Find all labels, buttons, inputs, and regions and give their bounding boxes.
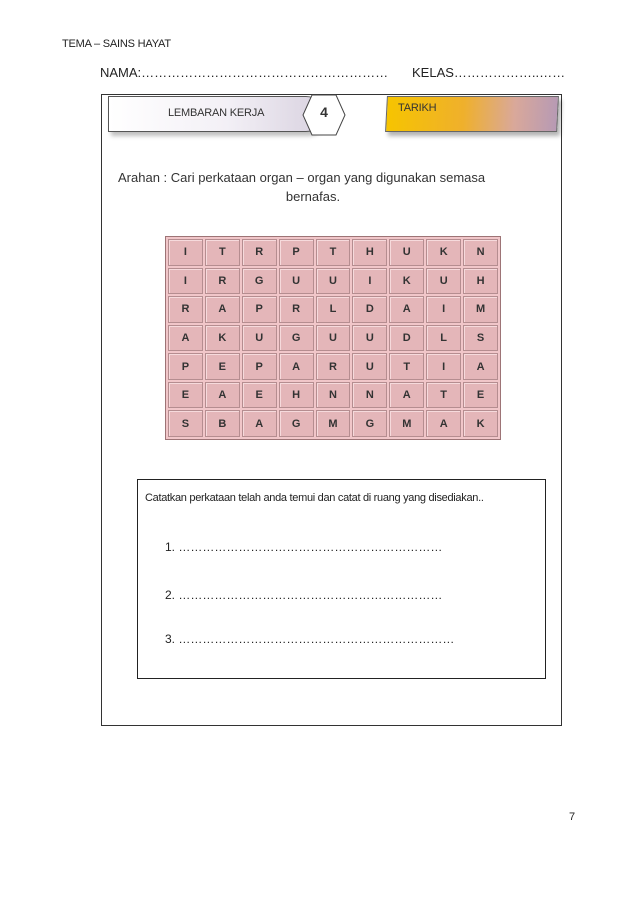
grid-cell: U: [316, 268, 351, 295]
grid-cell: U: [316, 325, 351, 352]
answer-line-3[interactable]: 3. ……………………………………………………………: [165, 632, 455, 646]
grid-cell: A: [426, 410, 461, 437]
grid-cell: B: [205, 410, 240, 437]
worksheet-label: LEMBARAN KERJA: [168, 107, 265, 119]
grid-cell: A: [242, 410, 277, 437]
grid-cell: R: [279, 296, 314, 323]
grid-cell: A: [205, 296, 240, 323]
grid-cell: I: [352, 268, 387, 295]
grid-cell: M: [316, 410, 351, 437]
grid-cell: L: [426, 325, 461, 352]
grid-cell: E: [168, 382, 203, 409]
grid-cell: K: [463, 410, 498, 437]
word-search-grid: [165, 236, 501, 440]
grid-cell: G: [352, 410, 387, 437]
header-theme: TEMA – SAINS HAYAT: [62, 38, 171, 50]
grid-cell: A: [463, 353, 498, 380]
answer-instruction: Catatkan perkataan telah anda temui dan catat di ruang yang disediakan..: [145, 492, 484, 504]
grid-cell: T: [389, 353, 424, 380]
grid-cell: T: [426, 382, 461, 409]
name-field: NAMA:…………………………………………………: [100, 65, 389, 80]
grid-cell: D: [389, 325, 424, 352]
grid-cell: S: [463, 325, 498, 352]
instruction-line-2: bernafas.: [285, 189, 341, 204]
grid-cell: A: [279, 353, 314, 380]
grid-cell: G: [279, 410, 314, 437]
grid-cell: E: [205, 353, 240, 380]
grid-cell: M: [463, 296, 498, 323]
grid-cell: E: [242, 382, 277, 409]
grid-cell: G: [279, 325, 314, 352]
grid-cell: K: [389, 268, 424, 295]
instruction-line-1: Arahan : Cari perkataan organ – organ yang digunakan semasa: [118, 170, 486, 185]
grid-cell: G: [242, 268, 277, 295]
grid-cell: H: [463, 268, 498, 295]
grid-cell: P: [242, 353, 277, 380]
class-field: KELAS………………..……: [412, 65, 566, 80]
grid-cell: L: [316, 296, 351, 323]
worksheet-number: 4: [320, 104, 328, 120]
grid-cell: N: [316, 382, 351, 409]
grid-cell: U: [279, 268, 314, 295]
grid-cell: K: [426, 239, 461, 266]
grid-cell: E: [463, 382, 498, 409]
page-number: 7: [569, 811, 576, 823]
answer-line-1[interactable]: 1. …………………………………………………………: [165, 540, 443, 554]
grid-cell: R: [205, 268, 240, 295]
grid-cell: I: [426, 296, 461, 323]
grid-cell: P: [168, 353, 203, 380]
grid-cell: U: [352, 353, 387, 380]
grid-cell: H: [279, 382, 314, 409]
grid-cell: P: [279, 239, 314, 266]
grid-cell: A: [168, 325, 203, 352]
grid-cell: R: [242, 239, 277, 266]
grid-cell: R: [316, 353, 351, 380]
grid-cell: P: [242, 296, 277, 323]
date-label: TARIKH: [398, 102, 437, 114]
grid-cell: D: [352, 296, 387, 323]
grid-cell: I: [168, 268, 203, 295]
grid-cell: A: [389, 382, 424, 409]
grid-cell: U: [352, 325, 387, 352]
grid-cell: N: [352, 382, 387, 409]
answer-line-2[interactable]: 2. …………………………………………………………: [165, 588, 443, 602]
grid-cell: A: [389, 296, 424, 323]
grid-cell: R: [168, 296, 203, 323]
grid-cell: H: [352, 239, 387, 266]
grid-cell: U: [426, 268, 461, 295]
grid-cell: M: [389, 410, 424, 437]
grid-cell: A: [205, 382, 240, 409]
grid-cell: U: [242, 325, 277, 352]
grid-cell: T: [205, 239, 240, 266]
grid-cell: S: [168, 410, 203, 437]
answer-box: [137, 479, 546, 679]
grid-cell: I: [426, 353, 461, 380]
grid-cell: N: [463, 239, 498, 266]
grid-cell: T: [316, 239, 351, 266]
grid-cell: U: [389, 239, 424, 266]
grid-cell: K: [205, 325, 240, 352]
grid-cell: I: [168, 239, 203, 266]
